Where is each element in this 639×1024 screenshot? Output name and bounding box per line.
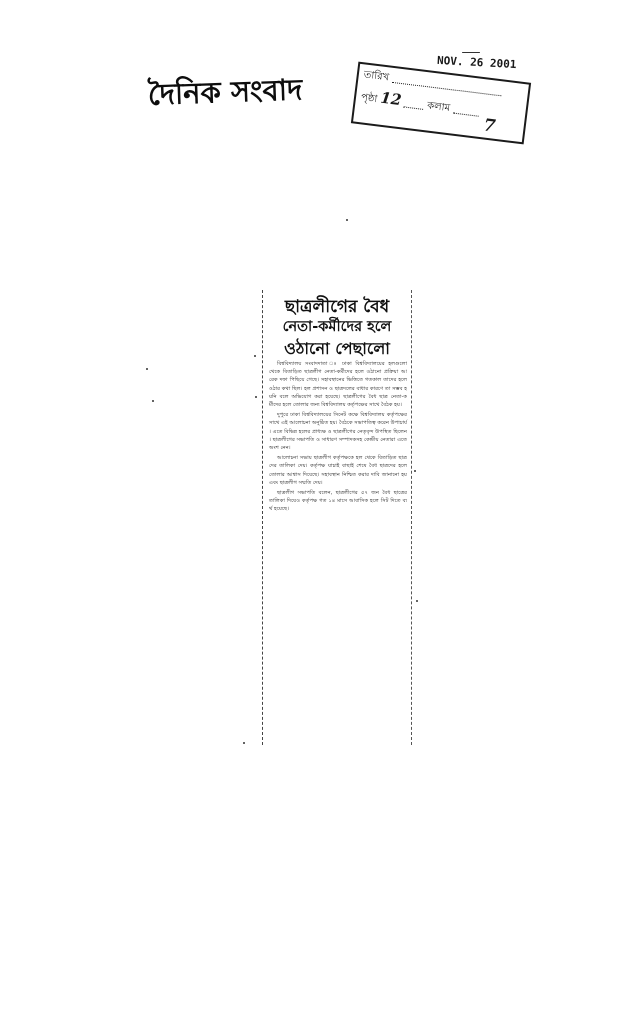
newspaper-masthead: দৈনিক সংবাদ [147,72,303,112]
article-paragraph: বিশ্ববিদ্যালয় সংবাদদাতা ঃ ঢাকা বিশ্ববিদ্যালয়ের হলগুলো থেকে বিতাড়িত ছাত্রলীগ নেতা-কর্মীদের হলে ওঠানো প্রক্রিয়া আরেক দফা পিছিয়ে গেছে। সহাবস্থানের ভিত্তিতে গতকাল তাদের হলে ওঠার কথা ছিল। হল প্রশাসন ও ছাত্রদলের বাধার কারণে তা সম্ভব হয়নি বলে অভিযোগ করা হয়েছে। ছাত্রলীগের বৈধ ছাত্র নেতা-কর্মীদের হলে তোলার জন্য বিশ্ববিদ্যালয় কর্তৃপক্ষের সাথে বৈঠক হয়। [269,361,407,409]
headline-line-1: ছাত্রলীগের বৈধ [284,297,390,317]
stamp-column-label: কলাম [426,100,451,115]
article-body [269,360,407,516]
stamp-page-number: 12 [379,88,403,110]
stamp-column-line [453,104,480,116]
article-paragraph: দুপুরে ঢাকা বিশ্ববিদ্যালয়ের সিনেট কক্ষে বিশ্ববিদ্যালয় কর্তৃপক্ষের সাথে এই আলোচনা অনুষ্ঠিত হয়। বৈঠকে সভাপতিত্ব করেন উপাচার্য। এতে বিভিন্ন হলের প্রাধ্যক্ষ ও ছাত্রলীগের নেতৃবৃন্দ উপস্থিত ছিলেন। ছাত্রলীগের সভাপতি ও সাধারণ সম্পাদকসহ কেন্দ্রীয় নেতারা এতে অংশ নেন। [269,412,407,452]
headline-line-3: ওঠানো পেছালো [284,339,390,358]
date-stamp: NOV. 26 2001 [436,53,517,72]
stamp-date-label: তারিখ [363,69,390,84]
headline-line-2: নেতা-কর্মীদের হলে [282,319,392,335]
article-paragraph: ছাত্রলীগ সভাপতি বলেন, ছাত্রলীগের ৫৭ জন বৈধ ছাত্রের তালিকা দিয়েও কর্তৃপক্ষ গত ১৪ মাসে আবাসিক হলে সিট দিতে ব্যর্থ হয়েছে। [269,490,407,513]
stamp-page-label: পৃষ্ঠা [360,92,378,106]
archive-stamp [351,62,531,145]
article-paragraph: আলোচনা সভায় ছাত্রলীগ কর্তৃপক্ষকে হল থেকে বিতাড়িত ছাত্রদের তালিকা দেয়। কর্তৃপক্ষ যাচাই বাছাই শেষে বৈধ ছাত্রদের হলে তোলার আশ্বাস দিয়েছে। সহাবস্থান নিশ্চিত করার দাবি জানানো হয় এবং ছাত্রলীগ সম্মতি দেয়। [269,455,407,486]
stamp-page-line [404,98,425,109]
news-clipping [262,290,412,745]
stamp-column-number: 7 [482,115,497,137]
